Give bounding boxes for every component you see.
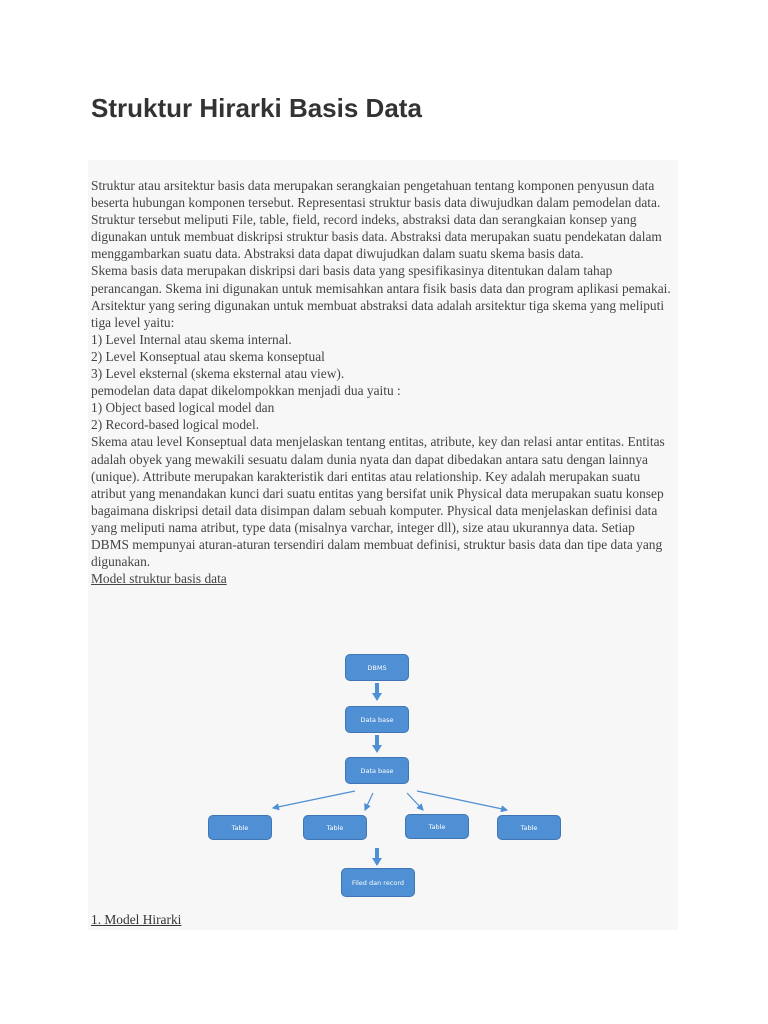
- diagram-caption: Model struktur basis data: [91, 571, 227, 587]
- page-title: Struktur Hirarki Basis Data: [91, 93, 422, 123]
- paragraph: Skema atau level Konseptual data menjelaskan tentang entitas, atribute, key dan relasi antar entitas. Entitas adalah obyek yang mewakili sesuatu dalam dunia nyata dan dapat dibedakan antara satu dengan lainnya (unique). Attribute merupakan karakteristik dari entitas atau relationship. Key adalah merupakan suatu atribut yang menandakan kunci dari suatu entitas yang bersifat unik Physical data merupakan suatu konsep bagaimana diskripsi detail data disimpan dalam sebuah komputer. Physical data menjelaskan definisi data yang meliputi nama atribut, type data (misalnya varchar, integer dll), size atau ukurannya data. Setiap DBMS mempunyai aturan-aturan tersendiri dalam membuat definisi, struktur basis data dan tipe data yang digunakan.: [91, 434, 665, 570]
- section-heading: 1. Model Hirarki: [91, 912, 182, 927]
- arrow-down-icon: [372, 848, 382, 868]
- paragraph: Skema basis data merupakan diskripsi dari basis data yang spesifikasinya ditentukan dalam tahap perancangan. Skema ini digunakan untuk memisahkan antara fisik basis data dan program aplikasi pemakai.: [91, 263, 671, 296]
- dbms-node: DBMS: [345, 654, 409, 681]
- paragraph: Arsitektur yang sering digunakan untuk membuat abstraksi data adalah arsitektur tiga skema yang meliputi tiga level yaitu:: [91, 297, 665, 330]
- structure-diagram: [195, 638, 571, 910]
- list-item: 1) Level Internal atau skema internal.: [91, 331, 292, 347]
- files-node: Filed dan record: [341, 868, 415, 897]
- list-item: 2) Record-based logical model.: [91, 417, 260, 433]
- table-node: Table: [303, 815, 367, 840]
- connector-line-4: [417, 791, 507, 810]
- table-node: Table: [208, 815, 272, 840]
- list-item: 1) Object based logical model dan: [91, 400, 275, 416]
- connector-line-2: [365, 793, 373, 810]
- paragraph: pemodelan data dapat dikelompokkan menjadi dua yaitu :: [91, 383, 401, 399]
- connector-line-3: [407, 793, 423, 810]
- list-item: 3) Level eksternal (skema eksternal atau view).: [91, 366, 345, 382]
- database-node-2: Data base: [345, 757, 409, 784]
- article-body: [91, 177, 675, 587]
- table-node: Table: [497, 815, 561, 840]
- paragraph: Struktur tersebut meliputi File, table, field, record indeks, abstraksi data dan serangkaian konsep yang digunakan untuk membuat diskripsi struktur basis data. Abstraksi data merupakan suatu pendekatan dalam menggambarkan suatu data. Abstraksi data dapat diwujudkan dalam suatu skema basis data.: [91, 212, 662, 262]
- paragraph: Struktur atau arsitektur basis data merupakan serangkaian pengetahuan tentang komponen penyusun data beserta hubungan komponen tersebut. Representasi struktur basis data diwujudkan dalam pemodelan data.: [91, 178, 661, 211]
- list-item: 2) Level Konseptual atau skema konseptual: [91, 348, 325, 364]
- arrow-down-icon: [372, 735, 382, 755]
- arrow-down-icon: [372, 683, 382, 703]
- database-node-1: Data base: [345, 706, 409, 733]
- connector-line-1: [273, 791, 355, 808]
- table-node: Table: [405, 814, 469, 839]
